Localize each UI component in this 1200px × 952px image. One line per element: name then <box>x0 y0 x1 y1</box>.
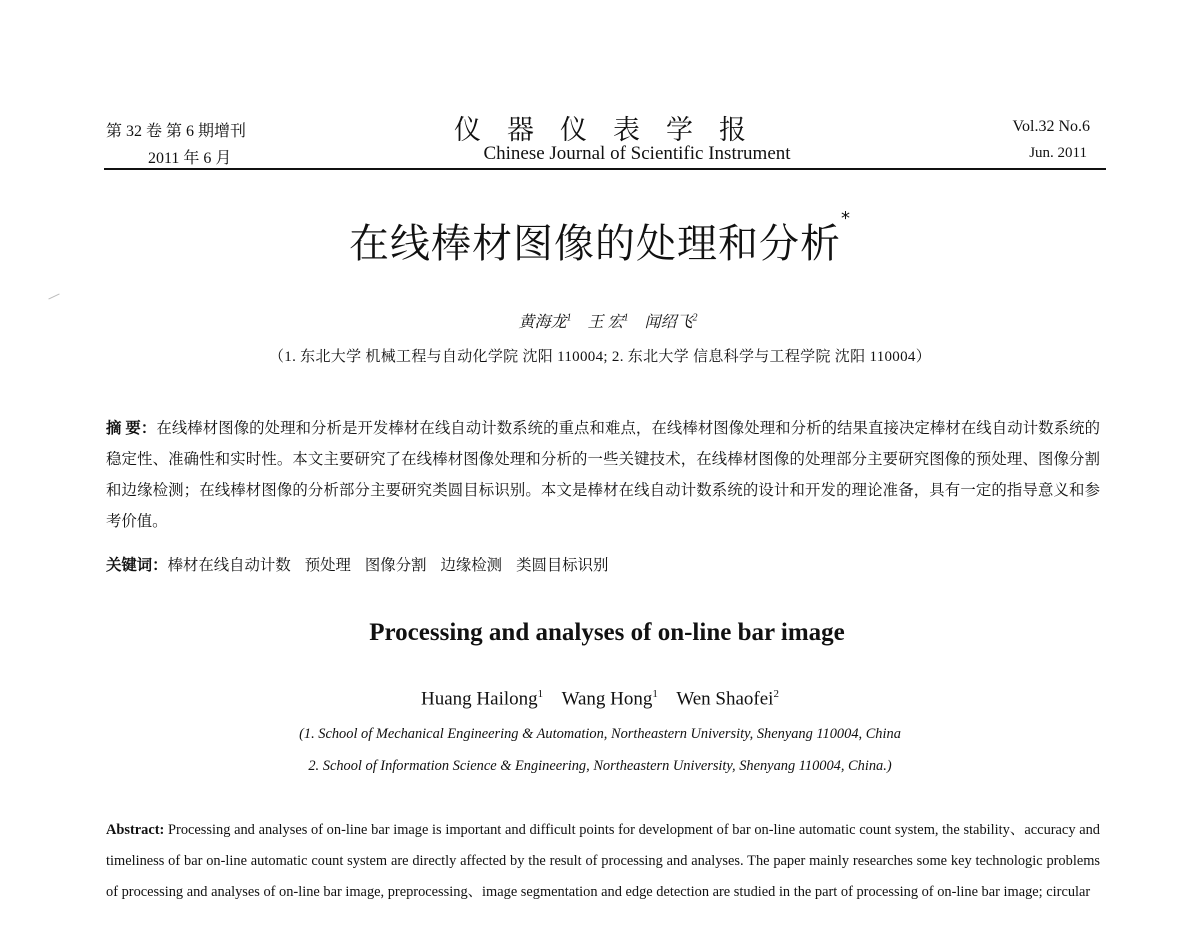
keyword-item: 预处理 <box>304 557 351 574</box>
keyword-item: 类圆目标识别 <box>516 557 609 574</box>
keywords-cn <box>106 553 622 575</box>
author-en: Wang Hong <box>561 688 653 710</box>
keyword-item: 棒材在线自动计数 <box>167 557 291 574</box>
paper-title-cn-text: 在线棒材图像的处理和分析 <box>349 221 841 267</box>
paper-title-en: Processing and analyses of on-line bar image <box>369 619 845 646</box>
author-list-en <box>0 688 1200 710</box>
abstract-label-en: Abstract: <box>106 822 165 838</box>
author-affil-sup: 1 <box>652 688 658 700</box>
author-en: Wen Shaofei <box>676 688 774 710</box>
abstract-label-cn: 摘 要： <box>106 420 157 437</box>
author-en: Huang Hailong <box>421 688 538 710</box>
scan-mark <box>48 294 59 300</box>
abstract-en <box>106 815 1100 908</box>
abstract-text-en: Processing and analyses of on-line bar image is important and difficult points for development of bar on-line automatic count system, the stability、accuracy and timeliness of bar on-line automatic count system are directly affected by the result of processing and analyses. The paper mainly researches some key technologic problems of processing and analyses of on-line bar image, preprocessing、image segmentation and edge detection are studied in the part of processing of on-line bar image; circular <box>106 822 1100 900</box>
author-affil-sup: 2 <box>692 312 698 324</box>
journal-date-en: Jun. 2011 <box>1029 145 1087 161</box>
affiliation-en-2: 2. School of Information Science & Engineering, Northeastern University, Shenyang 110004, China.) <box>308 758 892 774</box>
journal-volume-en: Vol.32 No.6 <box>1012 118 1090 135</box>
header-rule <box>104 168 1106 170</box>
author-cn: 闻绍飞 <box>644 314 693 331</box>
journal-volume-issue: 第 32 卷 第 6 期增刊 <box>106 123 247 140</box>
abstract-cn <box>106 413 1100 537</box>
author-affil-sup: 1 <box>566 312 572 324</box>
author-affil-sup: 1 <box>623 312 629 324</box>
affiliations-cn: （1. 东北大学 机械工程与自动化学院 沈阳 110004; 2. 东北大学 信息科学与工程学院 沈阳 110004） <box>268 349 931 365</box>
journal-name-en: Chinese Journal of Scientific Instrument <box>483 143 791 164</box>
abstract-text-cn: 在线棒材图像的处理和分析是开发棒材在线自动计数系统的重点和难点，在线棒材图像处理和分析的结果直接决定棒材在线自动计数系统的稳定性、准确性和实时性。本文主要研究了在线棒材图像处理和分析的一些关键技术，在线棒材图像的处理部分主要研究图像的预处理、图像分割和边缘检测；在线棒材图像的分析部分主要研究类圆目标识别。本文是棒材在线自动计数系统的设计和开发的理论准备，具有一定的指导意义和参考价值。 <box>106 420 1100 530</box>
journal-name-cn: 仪器仪表学报 <box>454 115 772 145</box>
keywords-label-cn: 关键词： <box>106 557 168 574</box>
author-affil-sup: 2 <box>773 688 779 700</box>
journal-date-cn: 2011 年 6 月 <box>148 150 232 167</box>
title-footnote-mark: * <box>841 208 851 229</box>
paper-title-cn <box>0 208 1200 269</box>
keyword-item: 图像分割 <box>364 557 427 574</box>
author-list-cn <box>0 309 1200 332</box>
author-cn: 王 宏 <box>587 314 624 331</box>
author-cn: 黄海龙 <box>518 314 567 331</box>
author-affil-sup: 1 <box>537 688 544 700</box>
keyword-item: 边缘检测 <box>440 557 503 574</box>
affiliation-en-1: (1. School of Mechanical Engineering & Automation, Northeastern University, Shenyang 110004, China <box>299 726 901 742</box>
